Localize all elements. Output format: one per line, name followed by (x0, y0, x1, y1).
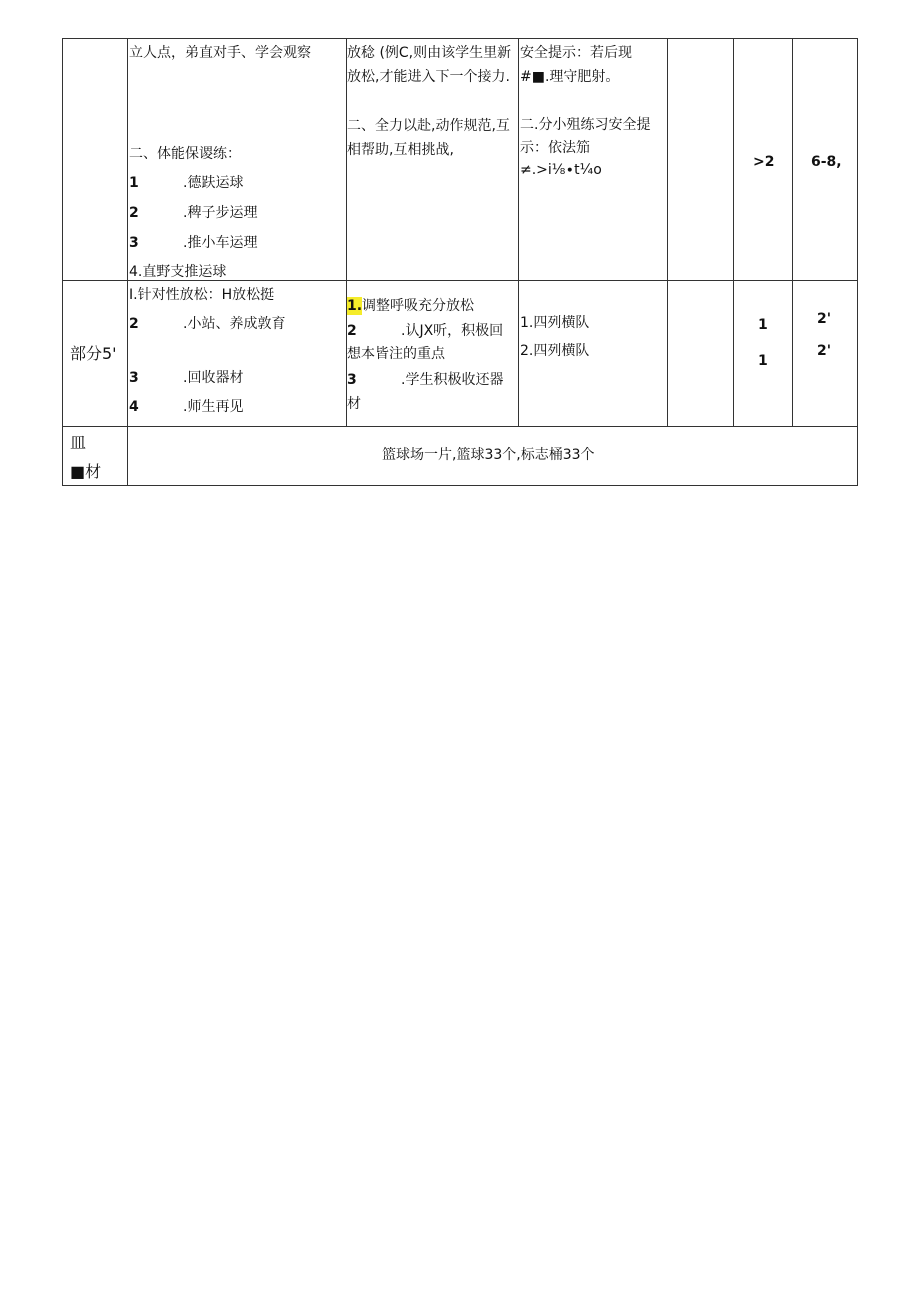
table-divider (346, 38, 347, 427)
table-divider (733, 38, 734, 427)
r1-c4-line1: 安全提示：若后现 (520, 45, 632, 61)
r2-c4-line2: 2.四列横队 (520, 343, 590, 359)
table-divider (62, 426, 858, 427)
r2-c2-item3-num: 3 (129, 370, 139, 386)
r2-c2-line1: I.针对性放松：H放松挺 (129, 287, 275, 303)
table-border-left (62, 38, 63, 486)
table-border-right (857, 38, 858, 486)
r2-c2-item2-num: 2 (129, 316, 139, 332)
r1-c2-item1-num: 1 (129, 175, 139, 191)
r1-c2-section: 二、体能保谡练： (129, 146, 241, 162)
r2-c3-item1-text: 调整呼吸充分放松 (362, 298, 474, 314)
r2-c7-value-1: 2' (817, 311, 832, 327)
r1-c7-value: 6-8, (811, 154, 842, 170)
r1-c2-item4: 4.直野支推运球 (129, 264, 227, 280)
r2-c3-item3-num: 3 (347, 372, 357, 388)
r2-section-label: 部分5' (70, 344, 117, 363)
r2-c2-item3-text: .回收器材 (183, 370, 244, 386)
r1-c3-line1: 放稔 (例C,则由该学生里新 (347, 45, 512, 61)
r2-c2-item4-text: .师生再见 (183, 399, 244, 415)
r2-c3-item1-num: 1. (347, 298, 363, 314)
r2-c3-item2-text: .认JX听，积极回 (401, 323, 504, 339)
r1-c4-line2: #■.理守肥射。 (520, 69, 620, 85)
r2-c3-item3-text: .学生积极收还器 (401, 372, 504, 388)
r2-c4-line1: 1.四列横队 (520, 315, 590, 331)
r2-c6-value-1: 1 (758, 317, 768, 333)
r3-label-line1: 皿 (70, 433, 87, 452)
r1-c2-item3-num: 3 (129, 235, 139, 251)
r2-c2-item2-text: .小站、养成敦育 (183, 316, 286, 332)
r2-c6-value-2: 1 (758, 353, 768, 369)
r2-c3-item2-num: 2 (347, 323, 357, 339)
r1-c2-item2-num: 2 (129, 205, 139, 221)
r1-c4-line5: ≠.>i⅛∙t¼o (520, 162, 602, 178)
table-divider (792, 38, 793, 427)
table-border-bottom (62, 485, 858, 486)
r2-c3-item2-cont: 想本皆注的重点 (347, 346, 445, 362)
r1-c3-line2: 放松,才能进入下一个接力. (347, 69, 510, 85)
r1-c4-line4: 示：依法笳 (520, 140, 590, 156)
r3-equipment: 篮球场一片,篮球33个,标志桶33个 (382, 447, 595, 463)
r1-c2-item2-text: .稗子步运理 (183, 205, 258, 221)
r1-c4-line3: 二.分小殂练习安全提 (520, 117, 651, 133)
table-border-top (62, 38, 858, 39)
r2-c3-item3-cont: 材 (347, 396, 361, 412)
r1-c6-value: >2 (753, 154, 775, 170)
table-divider (127, 38, 128, 486)
r2-c2-item4-num: 4 (129, 399, 139, 415)
r1-c2-item3-text: .推小车运理 (183, 235, 258, 251)
r1-c3-line3: 二、全力以赴,动作规范,互 (347, 118, 510, 134)
r2-c7-value-2: 2' (817, 343, 832, 359)
r1-c2-line1: 立人点，弟直对手、学会观察 (129, 45, 311, 61)
r3-label-line2: ■材 (70, 462, 102, 481)
r1-c3-line4: 相帮助,互相挑战, (347, 142, 454, 158)
table-divider (518, 38, 519, 427)
r1-c2-item1-text: .德趺运球 (183, 175, 244, 191)
table-divider (667, 38, 668, 427)
